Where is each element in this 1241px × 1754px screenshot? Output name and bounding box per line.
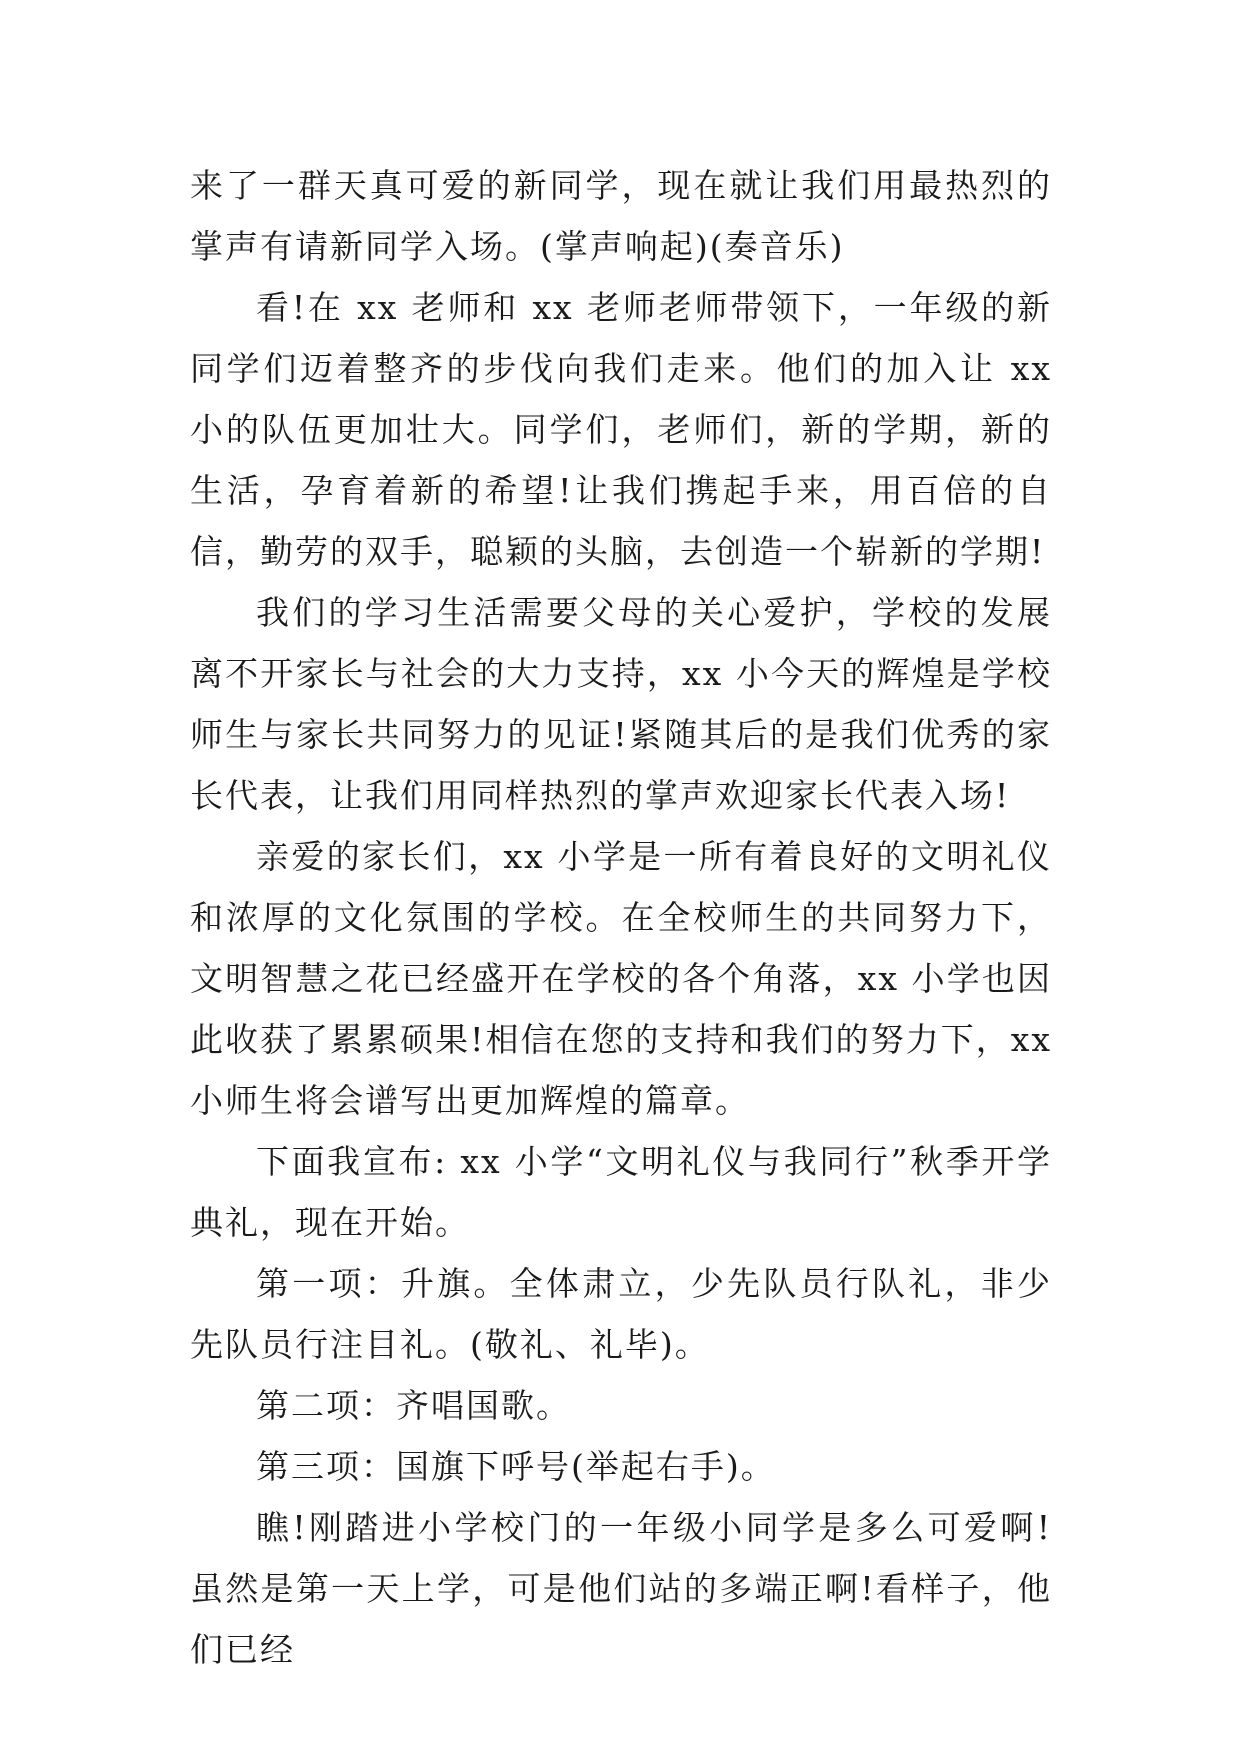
paragraph-3: 我们的学习生活需要父母的关心爱护，学校的发展离不开家长与社会的大力支持，xx 小今天的辉煌是学校师生与家长共同努力的见证!紧随其后的是我们优秀的家长代表，让我们用同样热烈的掌声欢迎家长代表入场! <box>190 593 1052 815</box>
paragraph-1: 来了一群天真可爱的新同学，现在就让我们用最热烈的掌声有请新同学入场。(掌声响起)(奏音乐) <box>190 166 1052 266</box>
document-body <box>190 155 1052 1680</box>
paragraph-8: 第三项：国旗下呼号(举起右手)。 <box>256 1447 776 1486</box>
paragraph-7: 第二项：齐唱国歌。 <box>256 1386 571 1425</box>
paragraph-5: 下面我宣布: xx 小学“文明礼仪与我同行”秋季开学典礼，现在开始。 <box>190 1142 1052 1242</box>
paragraph-4: 亲爱的家长们，xx 小学是一所有着良好的文明礼仪和浓厚的文化氛围的学校。在全校师生的共同努力下，文明智慧之花已经盛开在学校的各个角落，xx 小学也因此收获了累累硕果!相信在您的支持和我们的努力下，xx 小师生将会谱写出更加辉煌的篇章。 <box>190 837 1052 1120</box>
paragraph-6: 第一项：升旗。全体肃立，少先队员行队礼，非少先队员行注目礼。(敬礼、礼毕)。 <box>190 1264 1052 1364</box>
paragraph-9: 瞧!刚踏进小学校门的一年级小同学是多么可爱啊!虽然是第一天上学，可是他们站的多端正啊!看样子，他们已经 <box>190 1508 1052 1669</box>
paragraph-2: 看!在 xx 老师和 xx 老师老师带领下，一年级的新同学们迈着整齐的步伐向我们走来。他们的加入让 xx 小的队伍更加壮大。同学们，老师们，新的学期，新的生活，孕育着新的希望!让我们携起手来，用百倍的自信，勤劳的双手，聪颖的头脑，去创造一个崭新的学期! <box>190 288 1052 571</box>
